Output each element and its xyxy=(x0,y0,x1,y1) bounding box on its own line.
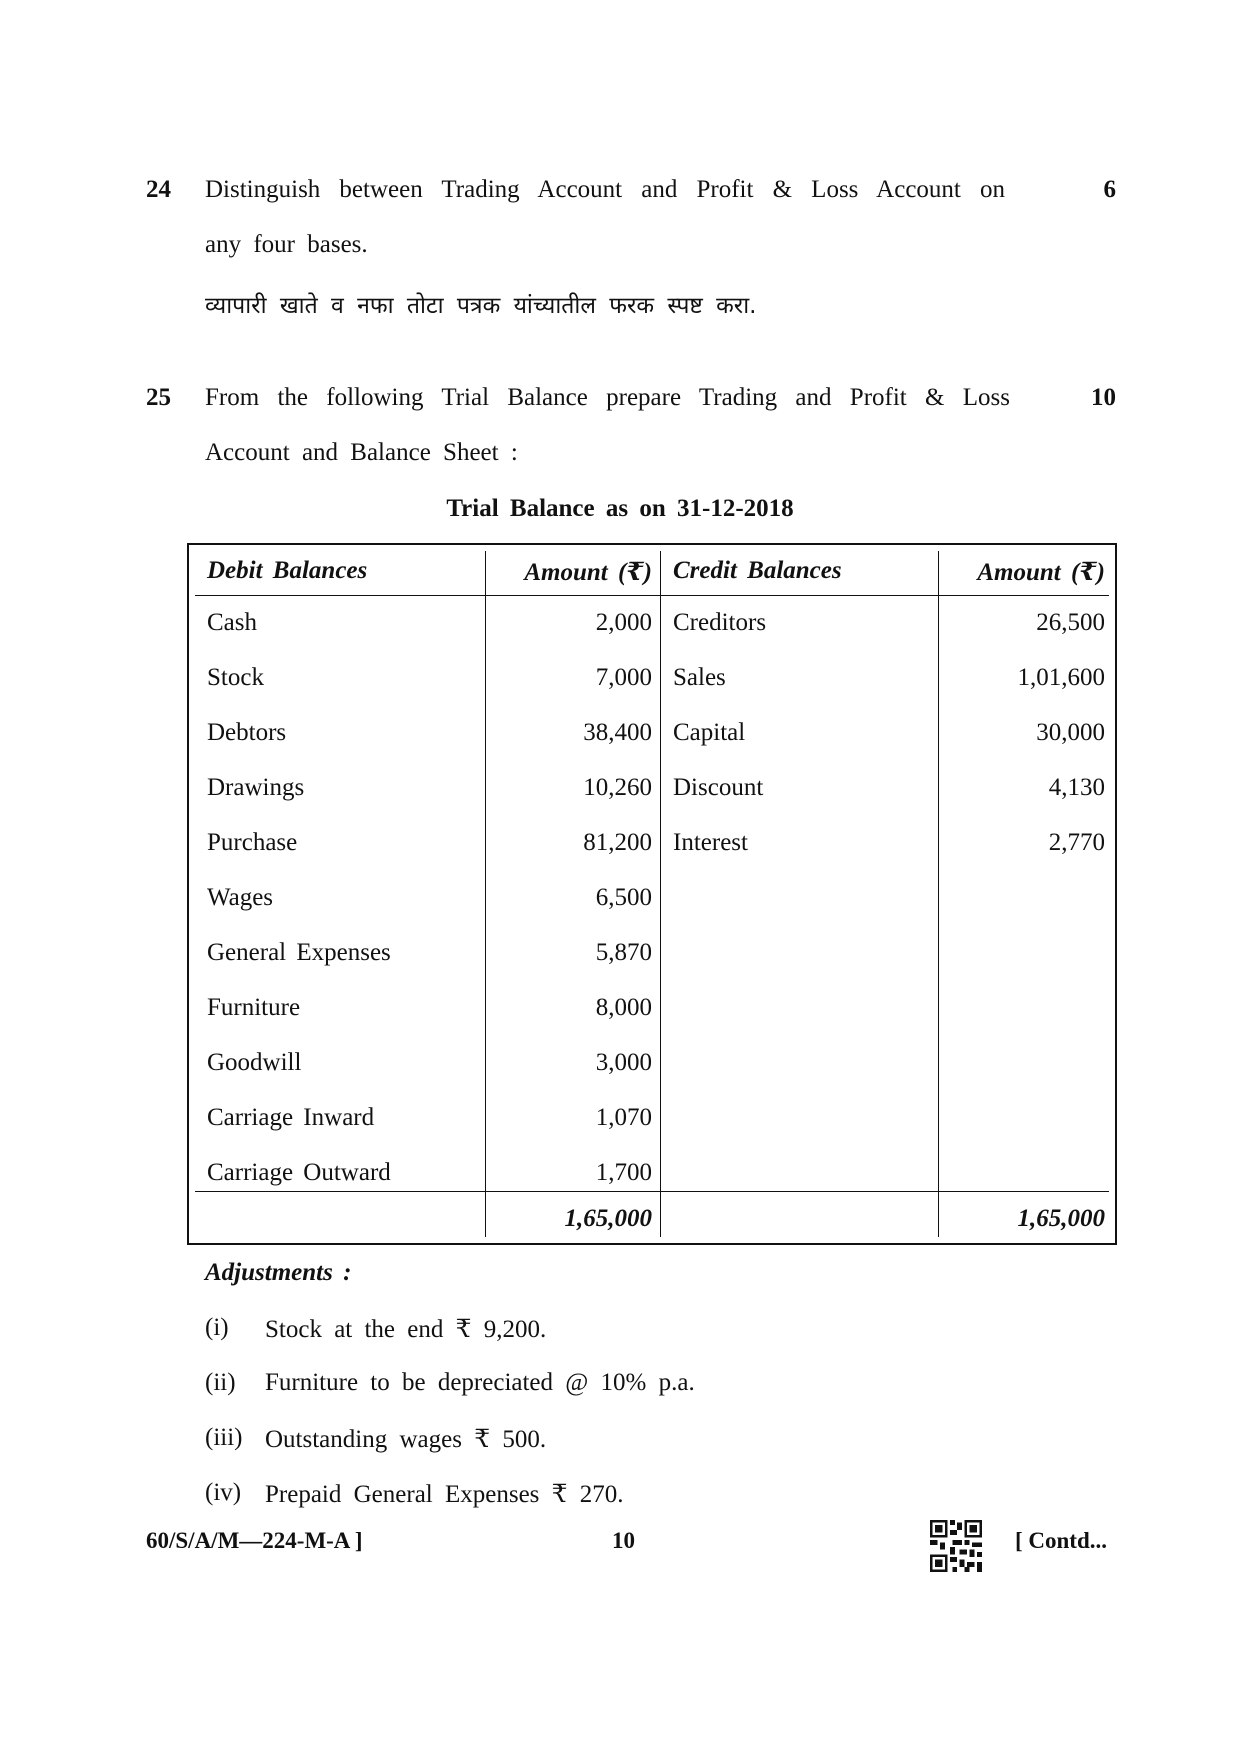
table-row xyxy=(195,1104,1109,1144)
credit-account: Sales xyxy=(673,664,726,691)
debit-amount: 10,260 xyxy=(583,774,652,801)
header-credit-amount: Amount (₹) xyxy=(977,559,1105,586)
question-24-marathi: व्यापारी खाते व नफा तोटा पत्रक यांच्यातील फरक स्पष्ट करा. xyxy=(205,293,757,319)
adjustment-label: (iv) xyxy=(205,1479,242,1506)
debit-account: Stock xyxy=(207,664,264,691)
header-divider xyxy=(195,595,1109,596)
table-row xyxy=(195,994,1109,1034)
debit-amount: 1,070 xyxy=(595,1104,652,1131)
debit-total: 1,65,000 xyxy=(564,1205,652,1232)
trial-balance-table xyxy=(187,543,1117,1245)
adjustment-label: (ii) xyxy=(205,1369,236,1396)
footer-paper-code: 60/S/A/M—224-M-A ] xyxy=(146,1528,363,1553)
trial-balance-inner xyxy=(195,551,1109,1237)
credit-account: Capital xyxy=(673,719,746,746)
question-24-marks: 6 xyxy=(1103,176,1116,203)
debit-account: Goodwill xyxy=(207,1049,302,1076)
header-credit-balances: Credit Balances xyxy=(673,557,842,584)
debit-amount: 1,700 xyxy=(595,1159,652,1186)
debit-account: General Expenses xyxy=(207,939,391,966)
question-25-line-2: Account and Balance Sheet : xyxy=(205,439,518,466)
table-row xyxy=(195,1049,1109,1089)
footer-page-number: 10 xyxy=(612,1528,635,1553)
question-24-line-1: Distinguish between Trading Account and Profit & Loss Account on xyxy=(205,176,1005,203)
table-row xyxy=(195,884,1109,924)
debit-account: Debtors xyxy=(207,719,287,746)
trial-balance-title: Trial Balance as on 31-12-2018 xyxy=(446,495,794,522)
debit-account: Drawings xyxy=(207,774,305,801)
credit-amount: 30,000 xyxy=(1036,719,1105,746)
header-debit-balances: Debit Balances xyxy=(207,557,368,584)
debit-amount: 7,000 xyxy=(595,664,652,691)
debit-amount: 38,400 xyxy=(583,719,652,746)
header-debit-amount: Amount (₹) xyxy=(524,559,652,586)
adjustment-text: Furniture to be depreciated @ 10% p.a. xyxy=(265,1369,695,1396)
adjustment-text: Stock at the end ₹ 9,200. xyxy=(265,1316,547,1343)
credit-account: Interest xyxy=(673,829,748,856)
table-row xyxy=(195,939,1109,979)
debit-account: Carriage Outward xyxy=(207,1159,391,1186)
question-24-number: 24 xyxy=(146,176,171,203)
credit-amount: 26,500 xyxy=(1036,609,1105,636)
debit-account: Furniture xyxy=(207,994,301,1021)
credit-amount: 1,01,600 xyxy=(1017,664,1105,691)
credit-amount: 2,770 xyxy=(1048,829,1105,856)
adjustment-text: Prepaid General Expenses ₹ 270. xyxy=(265,1481,624,1508)
debit-account: Purchase xyxy=(207,829,298,856)
debit-amount: 81,200 xyxy=(583,829,652,856)
table-row xyxy=(195,829,1109,869)
debit-amount: 5,870 xyxy=(595,939,652,966)
table-row xyxy=(195,609,1109,649)
question-25-line-1: From the following Trial Balance prepare Trading and Profit & Loss xyxy=(205,384,1010,411)
adjustment-text: Outstanding wages ₹ 500. xyxy=(265,1426,547,1453)
adjustments-title: Adjustments : xyxy=(205,1259,352,1286)
debit-account: Carriage Inward xyxy=(207,1104,375,1131)
credit-account: Discount xyxy=(673,774,764,801)
credit-total: 1,65,000 xyxy=(1017,1205,1105,1232)
footer-contd: [ Contd... xyxy=(1015,1528,1108,1553)
debit-amount: 8,000 xyxy=(595,994,652,1021)
question-25-number: 25 xyxy=(146,384,171,411)
adjustment-label: (iii) xyxy=(205,1424,243,1451)
table-row xyxy=(195,719,1109,759)
qr-code-icon xyxy=(930,1520,982,1572)
adjustment-label: (i) xyxy=(205,1314,229,1341)
question-25-marks: 10 xyxy=(1091,384,1116,411)
debit-amount: 3,000 xyxy=(595,1049,652,1076)
debit-amount: 2,000 xyxy=(595,609,652,636)
debit-amount: 6,500 xyxy=(595,884,652,911)
credit-account: Creditors xyxy=(673,609,767,636)
table-row xyxy=(195,664,1109,704)
credit-amount: 4,130 xyxy=(1048,774,1105,801)
table-row xyxy=(195,774,1109,814)
debit-account: Cash xyxy=(207,609,257,636)
question-24-line-2: any four bases. xyxy=(205,231,368,258)
table-row xyxy=(195,1159,1109,1199)
debit-account: Wages xyxy=(207,884,274,911)
